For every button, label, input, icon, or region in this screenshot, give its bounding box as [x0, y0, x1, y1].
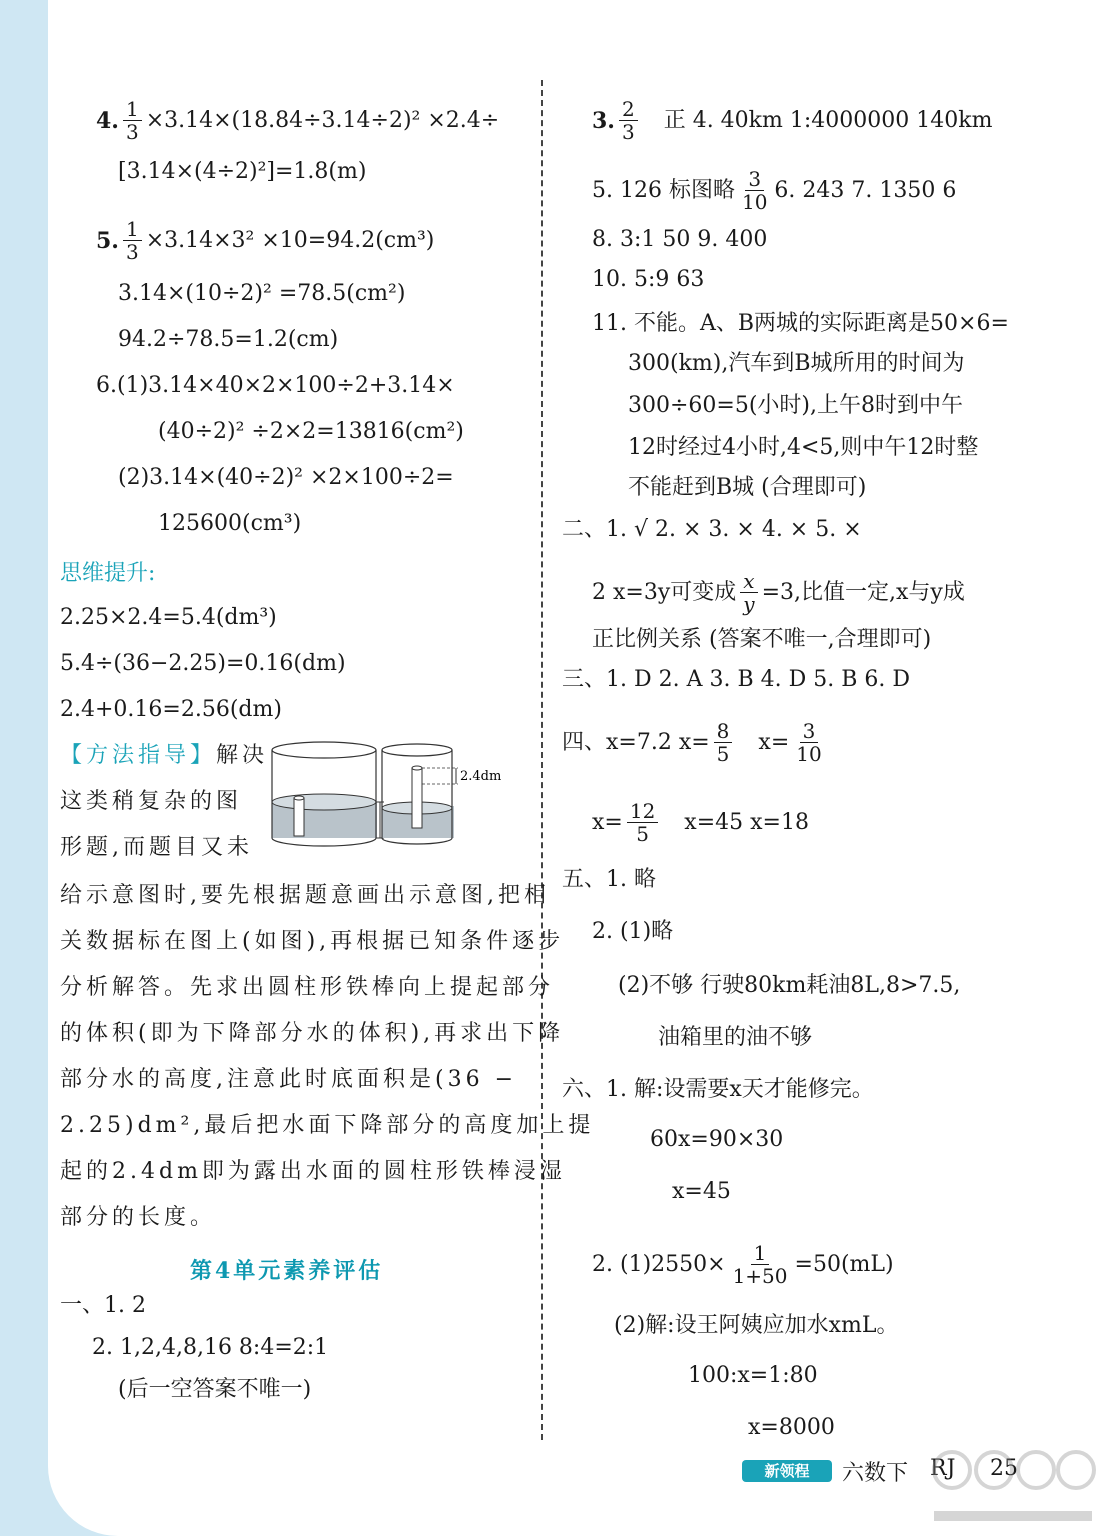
section-6-line2: 60x=90×30 [650, 1127, 784, 1152]
method-line6: 分析解答。先求出圆柱形铁棒向上提起部分 [60, 975, 555, 1000]
left-q6-line3: (2)3.14×(40÷2)² ×2×100÷2= [118, 465, 454, 490]
left-q6-line2: (40÷2)² ÷2×2=13816(cm²) [158, 419, 464, 444]
section-6-line6: 100:x=1:80 [688, 1363, 818, 1388]
section-3-line: 三、1. D 2. A 3. B 4. D 5. B 6. D [562, 667, 911, 692]
unit-q2-note: (后一空答案不唯一) [118, 1377, 312, 1402]
method-line11: 部分的长度。 [60, 1205, 217, 1230]
fraction-three-tenths: $\frac{3}{10}$ [796, 719, 822, 766]
fraction-eight-fifths: $\frac{8}{5}$ [714, 720, 733, 765]
left-q5-line2: 3.14×(10÷2)² =78.5(cm²) [118, 281, 406, 306]
section-5-line2: 2. (1)略 [592, 919, 674, 944]
unit-q1: 一、1. 2 [60, 1293, 146, 1318]
left-q6-line1: 6.(1)3.14×40×2×100÷2+3.14× [96, 373, 455, 398]
edition-code: RJ [930, 1456, 956, 1481]
section-2-line2: 2 x=3y可变成 $\frac{x}{y}$ =3,比值一定,x与y成 [592, 569, 965, 616]
column-divider [541, 80, 543, 1440]
method-line9: 2.25)dm²,最后把水面下降部分的高度加上提 [60, 1113, 595, 1138]
label-2-4dm: 2.4dm [460, 769, 502, 784]
section-5-line4: 油箱里的油不够 [658, 1025, 813, 1050]
thinking-title: 思维提升: [60, 561, 156, 586]
thinking-line3: 2.4+0.16=2.56(dm) [60, 697, 282, 722]
fraction-one-third: $\frac{1}{3}$ [123, 98, 142, 143]
thinking-line1: 2.25×2.4=5.4(dm³) [60, 605, 277, 630]
method-line5: 关数据标在图上(如图),再根据已知条件逐步 [60, 929, 565, 954]
section-6-line5: (2)解:设王阿姨应加水xmL。 [614, 1313, 899, 1338]
cylinder-diagram [262, 740, 522, 850]
fraction-one-over-51: $\frac{1}{1+50}$ [732, 1241, 788, 1288]
section-5-line3: (2)不够 行驶80km耗油8L,8>7.5, [618, 973, 961, 998]
method-line3: 形题,而题目又未 [60, 835, 253, 860]
section-4-line2: x= $\frac{12}{5}$ x=45 x=18 [592, 799, 809, 846]
page-number: 25 [990, 1456, 1018, 1481]
right-q11-line5: 不能赶到B城 (合理即可) [628, 475, 867, 500]
right-q11-line4: 12时经过4小时,4<5,则中午12时整 [628, 435, 979, 460]
left-q4-line1: 4. $\frac{1}{3}$ ×3.14×(18.84÷3.14÷2)² ×2.4÷ [96, 97, 500, 144]
cylinder-before [272, 742, 384, 846]
left-q4-line2: [3.14×(4÷2)²]=1.8(m) [118, 159, 367, 184]
fraction-two-thirds: $\frac{2}{3}$ [619, 98, 638, 143]
left-q5-line3: 94.2÷78.5=1.2(cm) [118, 327, 339, 352]
cylinder-after [382, 744, 458, 844]
unit-q2: 2. 1,2,4,8,16 8:4=2:1 [92, 1335, 329, 1360]
section-5-line1: 五、1. 略 [562, 867, 656, 892]
grade-label: 六数下 [842, 1461, 909, 1486]
left-q5-line1: 5. $\frac{1}{3}$ ×3.14×3² ×10=94.2(cm³) [96, 217, 435, 264]
fraction-twelve-fifths: $\frac{12}{5}$ [627, 800, 658, 845]
section-6-line1: 六、1. 解:设需要x天才能修完。 [562, 1077, 874, 1102]
method-line10: 起的2.4dm即为露出水面的圆柱形铁棒浸湿 [60, 1159, 566, 1184]
method-line1: 【方法指导】 解决 [60, 743, 269, 768]
method-line8: 部分水的高度,注意此时底面积是(36 − [60, 1067, 517, 1092]
fraction-x-over-y: $\frac{x}{y}$ [740, 570, 757, 615]
method-label: 【方法指导】 [60, 743, 217, 768]
section-2-line1: 二、1. √ 2. × 3. × 4. × 5. × [562, 517, 862, 542]
watermark-logo [930, 1440, 1096, 1532]
section-6-line4: 2. (1)2550× $\frac{1}{1+50}$ =50(mL) [592, 1241, 894, 1288]
unit-title: 第4单元素养评估 [190, 1258, 384, 1284]
thinking-line2: 5.4÷(36−2.25)=0.16(dm) [60, 651, 346, 676]
section-4-line1: 四、x=7.2 x= $\frac{8}{5}$ x= $\frac{3}{10}$ [562, 720, 829, 765]
fraction-one-third: $\frac{1}{3}$ [123, 218, 142, 263]
method-line4: 给示意图时,要先根据题意画出示意图,把相 [60, 883, 550, 908]
left-q6-line4: 125600(cm³) [158, 511, 302, 536]
method-line2: 这类稍复杂的图 [60, 789, 243, 814]
right-q8-line: 8. 3:1 50 9. 400 [592, 227, 768, 252]
right-q5-line: 5. 126 标图略 $\frac{3}{10}$ 6. 243 7. 1350 6 [592, 167, 957, 214]
section-6-line3: x=45 [672, 1179, 731, 1204]
fraction-three-tenths: $\frac{3}{10}$ [741, 167, 768, 214]
right-q11-line1: 11. 不能。A、B两城的实际距离是50×6= [592, 311, 1009, 336]
publisher-tag: 新领程 [742, 1460, 832, 1482]
right-q3-line: 3. $\frac{2}{3}$ 正 4. 40km 1:4000000 140km [592, 97, 993, 144]
right-q11-line2: 300(km),汽车到B城所用的时间为 [628, 351, 965, 376]
method-line7: 的体积(即为下降部分水的体积),再求出下降 [60, 1021, 565, 1046]
right-q10-line: 10. 5:9 63 [592, 267, 705, 292]
right-q11-line3: 300÷60=5(小时),上午8时到中午 [628, 393, 964, 418]
section-2-line3: 正比例关系 (答案不唯一,合理即可) [592, 627, 932, 652]
section-6-line7: x=8000 [748, 1415, 835, 1440]
